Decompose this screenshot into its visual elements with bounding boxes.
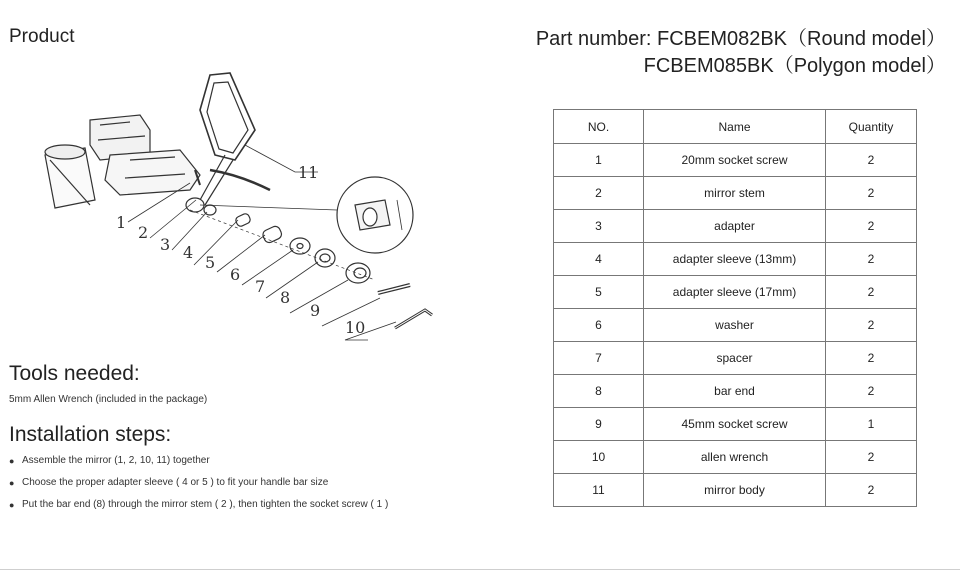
table-row [554,210,917,243]
callout-8: 8 [280,288,291,307]
cell-no: 3 [554,210,644,243]
exploded-part-bar-end [346,263,370,283]
exploded-part-long-screw [378,285,410,293]
cell-name: mirror stem [644,177,826,210]
installation-heading: Installation steps: [9,423,172,446]
installation-step: ● Assemble the mirror (1, 2, 10, 11) together [9,453,388,475]
table-row [554,144,917,177]
exploded-part-sleeve-17 [261,225,283,244]
table-row [554,309,917,342]
column-header-name: Name [644,110,826,144]
table-row [554,177,917,210]
cell-name: mirror body [644,474,826,507]
cell-no: 2 [554,177,644,210]
callout-9: 9 [310,301,321,320]
callout-4: 4 [183,243,194,262]
cell-quantity: 2 [826,177,917,210]
parts-table [553,109,917,507]
cell-name: 45mm socket screw [644,408,826,441]
table-header-row [554,110,917,144]
product-label: Product [9,26,75,47]
exploded-part-allen-wrench [395,310,432,328]
part-number-line-1: Part number: FCBEM082BK（Round model） [535,28,946,50]
callout-11: 11 [298,163,319,182]
installation-step: ● Choose the proper adapter sleeve ( 4 or 5 ) to fit your handle bar size [9,475,388,497]
column-header-no: NO. [554,110,644,144]
cell-name: spacer [644,342,826,375]
cable-drawing [210,170,270,190]
cell-quantity: 2 [826,342,917,375]
cell-quantity: 1 [826,408,917,441]
callout-5: 5 [205,253,216,272]
cell-quantity: 2 [826,309,917,342]
installation-steps [9,453,388,519]
cell-no: 4 [554,243,644,276]
cell-no: 8 [554,375,644,408]
tools-text: 5mm Allen Wrench (included in the package) [9,394,208,405]
table-row [554,408,917,441]
callout-7: 7 [255,277,266,296]
cell-no: 7 [554,342,644,375]
cell-name: adapter sleeve (13mm) [644,243,826,276]
callout-2: 2 [138,223,149,242]
cell-no: 5 [554,276,644,309]
cell-no: 9 [554,408,644,441]
bullet-icon: ● [9,500,15,510]
cell-name: 20mm socket screw [644,144,826,177]
tools-heading: Tools needed: [9,362,140,385]
cell-no: 6 [554,309,644,342]
cell-name: adapter [644,210,826,243]
part-number-line-2: FCBEM085BK（Polygon model） [643,55,946,77]
exploded-parts-diagram [0,60,540,360]
cell-quantity: 2 [826,243,917,276]
handlebar-body-drawing [105,150,200,195]
cell-name: washer [644,309,826,342]
bullet-icon: ● [9,478,15,488]
cell-quantity: 2 [826,276,917,309]
table-row [554,474,917,507]
bullet-icon: ● [9,456,15,466]
installation-step: ● Put the bar end (8) through the mirror stem ( 2 ), then tighten the socket screw ( 1 ) [9,497,388,519]
table-row [554,342,917,375]
callout-1: 1 [116,213,127,232]
cell-quantity: 2 [826,144,917,177]
cell-quantity: 2 [826,474,917,507]
cell-no: 11 [554,474,644,507]
cell-quantity: 2 [826,375,917,408]
exploded-part-sleeve-13 [235,213,252,228]
part-number-block [486,26,946,80]
table-row [554,243,917,276]
exploded-part-washer [290,238,310,254]
cell-no: 10 [554,441,644,474]
callout-6: 6 [230,265,241,284]
callout-10: 10 [345,318,366,337]
cell-name: allen wrench [644,441,826,474]
callout-3: 3 [160,235,171,254]
cell-name: adapter sleeve (17mm) [644,276,826,309]
table-row [554,276,917,309]
cell-quantity: 2 [826,441,917,474]
table-row [554,441,917,474]
column-header-quantity: Quantity [826,110,917,144]
cell-no: 1 [554,144,644,177]
footer-divider [0,569,960,570]
exploded-part-spacer [315,249,335,267]
cell-name: bar end [644,375,826,408]
cell-quantity: 2 [826,210,917,243]
table-row [554,375,917,408]
